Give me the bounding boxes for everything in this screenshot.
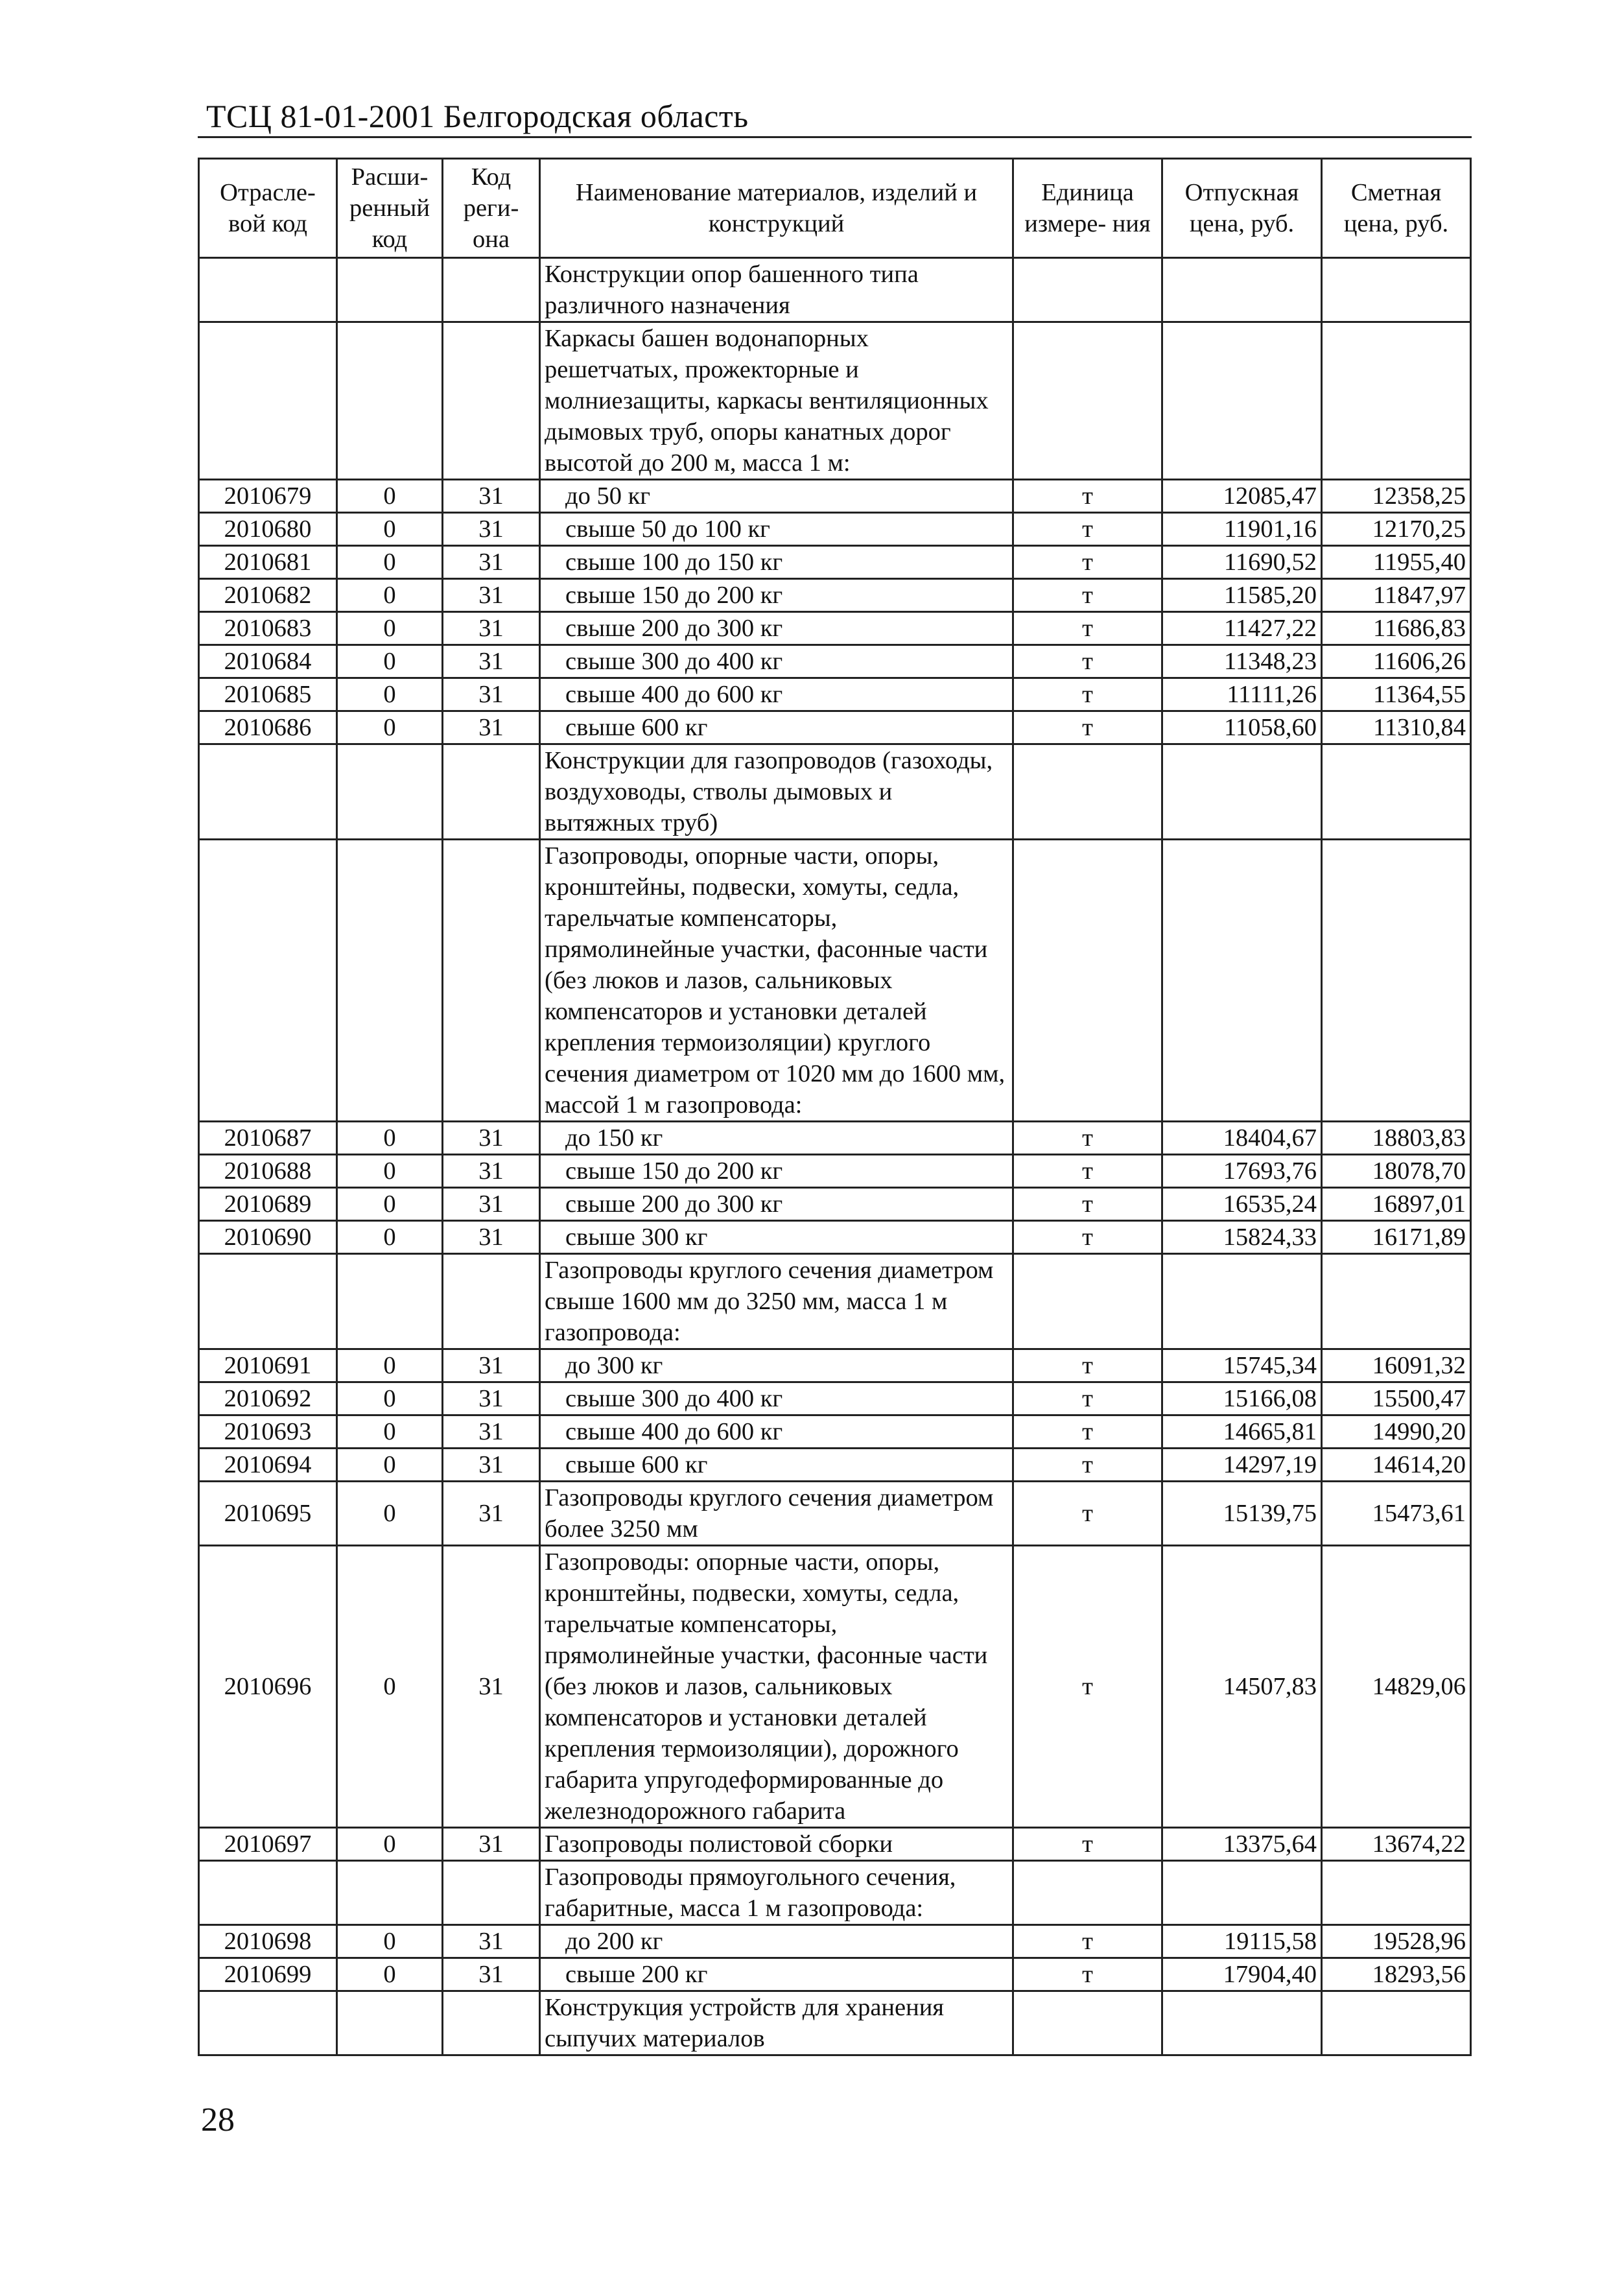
cell-release-price: 11348,23 bbox=[1162, 645, 1322, 678]
cell-release-price: 11690,52 bbox=[1162, 546, 1322, 579]
cell-unit: т bbox=[1013, 678, 1162, 711]
cell-ext-code: 0 bbox=[337, 546, 443, 579]
group-row bbox=[199, 1991, 1471, 2055]
cell-region-code: 31 bbox=[443, 480, 540, 513]
cell-name: свыше 150 до 200 кг bbox=[540, 579, 1013, 612]
cell-region-code: 31 bbox=[443, 1221, 540, 1254]
cell-unit: т bbox=[1013, 612, 1162, 645]
cell-region-code: 31 bbox=[443, 1188, 540, 1221]
cell-name: до 200 кг bbox=[540, 1925, 1013, 1958]
cell-code: 2010691 bbox=[199, 1349, 337, 1382]
cell-release-price: 14297,19 bbox=[1162, 1449, 1322, 1482]
cell-region-code: 31 bbox=[443, 579, 540, 612]
cell-code: 2010681 bbox=[199, 546, 337, 579]
cell-region-code: 31 bbox=[443, 678, 540, 711]
cell-unit: т bbox=[1013, 1221, 1162, 1254]
cell-estimate-price: 18803,83 bbox=[1322, 1122, 1471, 1155]
cell-estimate-price: 11686,83 bbox=[1322, 612, 1471, 645]
table-row bbox=[199, 711, 1471, 744]
table-row bbox=[199, 546, 1471, 579]
table-row bbox=[199, 1221, 1471, 1254]
cell-name: свыше 150 до 200 кг bbox=[540, 1155, 1013, 1188]
cell-unit: т bbox=[1013, 1415, 1162, 1449]
cell-estimate-price: 15500,47 bbox=[1322, 1382, 1471, 1415]
description-row bbox=[199, 322, 1471, 480]
cell-code: 2010680 bbox=[199, 513, 337, 546]
cell-name: до 150 кг bbox=[540, 1122, 1013, 1155]
col-header-ext-code: Расши- ренный код bbox=[337, 159, 443, 258]
cell-name: свыше 200 кг bbox=[540, 1958, 1013, 1991]
cell-estimate-price: 12170,25 bbox=[1322, 513, 1471, 546]
table-row bbox=[199, 1155, 1471, 1188]
cell-ext-code: 0 bbox=[337, 711, 443, 744]
cell-unit: т bbox=[1013, 480, 1162, 513]
table-row bbox=[199, 1828, 1471, 1861]
cell-estimate-price: 11310,84 bbox=[1322, 711, 1471, 744]
table-row bbox=[199, 678, 1471, 711]
cell-estimate-price: 19528,96 bbox=[1322, 1925, 1471, 1958]
cell-code: 2010699 bbox=[199, 1958, 337, 1991]
cell-name: свыше 400 до 600 кг bbox=[540, 678, 1013, 711]
cell-code: 2010688 bbox=[199, 1155, 337, 1188]
table-row bbox=[199, 1349, 1471, 1382]
cell-estimate-price: 11606,26 bbox=[1322, 645, 1471, 678]
cell-name: свыше 300 кг bbox=[540, 1221, 1013, 1254]
cell-unit: т bbox=[1013, 1155, 1162, 1188]
cell-estimate-price: 16091,32 bbox=[1322, 1349, 1471, 1382]
cell-release-price: 15139,75 bbox=[1162, 1482, 1322, 1546]
price-table bbox=[198, 158, 1472, 2056]
cell-name: свыше 100 до 150 кг bbox=[540, 546, 1013, 579]
cell-region-code: 31 bbox=[443, 645, 540, 678]
cell-code: 2010682 bbox=[199, 579, 337, 612]
cell-estimate-price: 18078,70 bbox=[1322, 1155, 1471, 1188]
cell-code: 2010696 bbox=[199, 1546, 337, 1828]
col-header-estimate-price: Сметная цена, руб. bbox=[1322, 159, 1471, 258]
cell-release-price: 17693,76 bbox=[1162, 1155, 1322, 1188]
table-row bbox=[199, 579, 1471, 612]
cell-unit: т bbox=[1013, 1482, 1162, 1546]
cell-unit: т bbox=[1013, 1382, 1162, 1415]
cell-unit: т bbox=[1013, 1122, 1162, 1155]
cell-code: 2010679 bbox=[199, 480, 337, 513]
cell-name: свыше 200 до 300 кг bbox=[540, 612, 1013, 645]
cell-code: 2010692 bbox=[199, 1382, 337, 1415]
cell-release-price: 11111,26 bbox=[1162, 678, 1322, 711]
cell-region-code: 31 bbox=[443, 711, 540, 744]
cell-ext-code: 0 bbox=[337, 1958, 443, 1991]
cell-release-price: 11427,22 bbox=[1162, 612, 1322, 645]
cell-estimate-price: 14990,20 bbox=[1322, 1415, 1471, 1449]
cell-code: 2010684 bbox=[199, 645, 337, 678]
table-row bbox=[199, 1958, 1471, 1991]
cell-unit: т bbox=[1013, 1925, 1162, 1958]
cell-region-code: 31 bbox=[443, 612, 540, 645]
cell-release-price: 17904,40 bbox=[1162, 1958, 1322, 1991]
cell-region-code: 31 bbox=[443, 1828, 540, 1861]
cell-estimate-price: 15473,61 bbox=[1322, 1482, 1471, 1546]
group-title: Конструкции для газопроводов (газоходы, воздуховоды, стволы дымовых и вытяжных труб) bbox=[540, 744, 1013, 840]
cell-region-code: 31 bbox=[443, 1958, 540, 1991]
cell-release-price: 11585,20 bbox=[1162, 579, 1322, 612]
cell-name: Газопроводы: опорные части, опоры, кронштейны, подвески, хомуты, седла, тарельчатые компенсаторы, прямолинейные участки, фасонные части (без люков и лазов, сальниковых компенсаторов и установки деталей крепления термоизоляции), дорожного габарита упругодеформированные до железнодорожного габарита bbox=[540, 1546, 1013, 1828]
table-row bbox=[199, 1188, 1471, 1221]
cell-region-code: 31 bbox=[443, 1449, 540, 1482]
cell-name: до 50 кг bbox=[540, 480, 1013, 513]
description-text: Газопроводы, опорные части, опоры, кронштейны, подвески, хомуты, седла, тарельчатые компенсаторы, прямолинейные участки, фасонные части (без люков и лазов, сальниковых компенсаторов и установки деталей крепления термоизоляции) круглого сечения диаметром от 1020 мм до 1600 мм, массой 1 м газопровода: bbox=[540, 840, 1013, 1122]
cell-region-code: 31 bbox=[443, 1122, 540, 1155]
description-row bbox=[199, 840, 1471, 1122]
title-rule bbox=[198, 136, 1472, 138]
page-title: ТСЦ 81-01-2001 Белгородская область bbox=[206, 98, 749, 134]
table-row bbox=[199, 1382, 1471, 1415]
cell-release-price: 14507,83 bbox=[1162, 1546, 1322, 1828]
description-text: Газопроводы прямоугольного сечения, габаритные, масса 1 м газопровода: bbox=[540, 1861, 1013, 1925]
cell-unit: т bbox=[1013, 645, 1162, 678]
description-row bbox=[199, 1861, 1471, 1925]
cell-estimate-price: 13674,22 bbox=[1322, 1828, 1471, 1861]
cell-region-code: 31 bbox=[443, 1155, 540, 1188]
cell-name: свыше 600 кг bbox=[540, 711, 1013, 744]
cell-region-code: 31 bbox=[443, 1415, 540, 1449]
cell-unit: т bbox=[1013, 1349, 1162, 1382]
cell-ext-code: 0 bbox=[337, 1449, 443, 1482]
cell-unit: т bbox=[1013, 1546, 1162, 1828]
cell-unit: т bbox=[1013, 579, 1162, 612]
cell-release-price: 15745,34 bbox=[1162, 1349, 1322, 1382]
cell-estimate-price: 14829,06 bbox=[1322, 1546, 1471, 1828]
page-number: 28 bbox=[201, 2101, 235, 2138]
cell-unit: т bbox=[1013, 1958, 1162, 1991]
cell-name: свыше 600 кг bbox=[540, 1449, 1013, 1482]
cell-estimate-price: 18293,56 bbox=[1322, 1958, 1471, 1991]
cell-code: 2010697 bbox=[199, 1828, 337, 1861]
description-text: Каркасы башен водонапорных решетчатых, прожекторные и молниезащиты, каркасы вентиляционных дымовых труб, опоры канатных дорог высотой до 200 м, масса 1 м: bbox=[540, 322, 1013, 480]
cell-name: Газопроводы круглого сечения диаметром более 3250 мм bbox=[540, 1482, 1013, 1546]
description-text: Газопроводы круглого сечения диаметром свыше 1600 мм до 3250 мм, масса 1 м газопровода: bbox=[540, 1254, 1013, 1349]
cell-ext-code: 0 bbox=[337, 513, 443, 546]
cell-region-code: 31 bbox=[443, 1482, 540, 1546]
cell-name: свыше 200 до 300 кг bbox=[540, 1188, 1013, 1221]
cell-release-price: 12085,47 bbox=[1162, 480, 1322, 513]
group-title: Конструкция устройств для хранения сыпучих материалов bbox=[540, 1991, 1013, 2055]
group-title: Конструкции опор башенного типа различного назначения bbox=[540, 258, 1013, 322]
cell-name: свыше 400 до 600 кг bbox=[540, 1415, 1013, 1449]
cell-region-code: 31 bbox=[443, 546, 540, 579]
table-row bbox=[199, 1546, 1471, 1828]
group-row bbox=[199, 744, 1471, 840]
cell-release-price: 11901,16 bbox=[1162, 513, 1322, 546]
cell-release-price: 18404,67 bbox=[1162, 1122, 1322, 1155]
cell-name: свыше 300 до 400 кг bbox=[540, 1382, 1013, 1415]
table-header-row bbox=[199, 159, 1471, 258]
table-row bbox=[199, 1415, 1471, 1449]
cell-estimate-price: 11847,97 bbox=[1322, 579, 1471, 612]
cell-ext-code: 0 bbox=[337, 1188, 443, 1221]
table-row bbox=[199, 1482, 1471, 1546]
cell-name: Газопроводы полистовой сборки bbox=[540, 1828, 1013, 1861]
cell-ext-code: 0 bbox=[337, 645, 443, 678]
cell-code: 2010695 bbox=[199, 1482, 337, 1546]
cell-estimate-price: 16897,01 bbox=[1322, 1188, 1471, 1221]
cell-code: 2010693 bbox=[199, 1415, 337, 1449]
col-header-release-price: Отпускная цена, руб. bbox=[1162, 159, 1322, 258]
cell-release-price: 19115,58 bbox=[1162, 1925, 1322, 1958]
cell-unit: т bbox=[1013, 513, 1162, 546]
cell-ext-code: 0 bbox=[337, 1482, 443, 1546]
cell-release-price: 16535,24 bbox=[1162, 1188, 1322, 1221]
cell-name: свыше 50 до 100 кг bbox=[540, 513, 1013, 546]
cell-estimate-price: 14614,20 bbox=[1322, 1449, 1471, 1482]
table-row bbox=[199, 612, 1471, 645]
cell-region-code: 31 bbox=[443, 1349, 540, 1382]
cell-code: 2010694 bbox=[199, 1449, 337, 1482]
cell-release-price: 14665,81 bbox=[1162, 1415, 1322, 1449]
cell-estimate-price: 12358,25 bbox=[1322, 480, 1471, 513]
cell-region-code: 31 bbox=[443, 1546, 540, 1828]
cell-ext-code: 0 bbox=[337, 1925, 443, 1958]
cell-code: 2010683 bbox=[199, 612, 337, 645]
cell-ext-code: 0 bbox=[337, 678, 443, 711]
table-row bbox=[199, 480, 1471, 513]
cell-name: до 300 кг bbox=[540, 1349, 1013, 1382]
cell-estimate-price: 16171,89 bbox=[1322, 1221, 1471, 1254]
cell-ext-code: 0 bbox=[337, 1546, 443, 1828]
cell-ext-code: 0 bbox=[337, 480, 443, 513]
cell-code: 2010698 bbox=[199, 1925, 337, 1958]
cell-code: 2010686 bbox=[199, 711, 337, 744]
cell-code: 2010685 bbox=[199, 678, 337, 711]
cell-ext-code: 0 bbox=[337, 1382, 443, 1415]
group-row bbox=[199, 258, 1471, 322]
cell-unit: т bbox=[1013, 1188, 1162, 1221]
col-header-name: Наименование материалов, изделий и конструкций bbox=[540, 159, 1013, 258]
cell-code: 2010687 bbox=[199, 1122, 337, 1155]
cell-region-code: 31 bbox=[443, 513, 540, 546]
col-header-unit: Единица измере- ния bbox=[1013, 159, 1162, 258]
cell-ext-code: 0 bbox=[337, 1122, 443, 1155]
cell-ext-code: 0 bbox=[337, 1221, 443, 1254]
cell-region-code: 31 bbox=[443, 1382, 540, 1415]
cell-release-price: 11058,60 bbox=[1162, 711, 1322, 744]
cell-ext-code: 0 bbox=[337, 1155, 443, 1188]
cell-ext-code: 0 bbox=[337, 612, 443, 645]
table-row bbox=[199, 1122, 1471, 1155]
table-row bbox=[199, 1449, 1471, 1482]
cell-estimate-price: 11955,40 bbox=[1322, 546, 1471, 579]
cell-ext-code: 0 bbox=[337, 579, 443, 612]
table-row bbox=[199, 1925, 1471, 1958]
cell-ext-code: 0 bbox=[337, 1415, 443, 1449]
cell-name: свыше 300 до 400 кг bbox=[540, 645, 1013, 678]
col-header-region-code: Код реги- она bbox=[443, 159, 540, 258]
cell-unit: т bbox=[1013, 546, 1162, 579]
cell-estimate-price: 11364,55 bbox=[1322, 678, 1471, 711]
cell-unit: т bbox=[1013, 1449, 1162, 1482]
table-row bbox=[199, 513, 1471, 546]
cell-unit: т bbox=[1013, 711, 1162, 744]
col-header-code: Отрасле- вой код bbox=[199, 159, 337, 258]
table-row bbox=[199, 645, 1471, 678]
cell-code: 2010689 bbox=[199, 1188, 337, 1221]
cell-ext-code: 0 bbox=[337, 1828, 443, 1861]
cell-ext-code: 0 bbox=[337, 1349, 443, 1382]
cell-release-price: 15824,33 bbox=[1162, 1221, 1322, 1254]
cell-code: 2010690 bbox=[199, 1221, 337, 1254]
description-row bbox=[199, 1254, 1471, 1349]
cell-unit: т bbox=[1013, 1828, 1162, 1861]
cell-release-price: 13375,64 bbox=[1162, 1828, 1322, 1861]
cell-release-price: 15166,08 bbox=[1162, 1382, 1322, 1415]
cell-region-code: 31 bbox=[443, 1925, 540, 1958]
